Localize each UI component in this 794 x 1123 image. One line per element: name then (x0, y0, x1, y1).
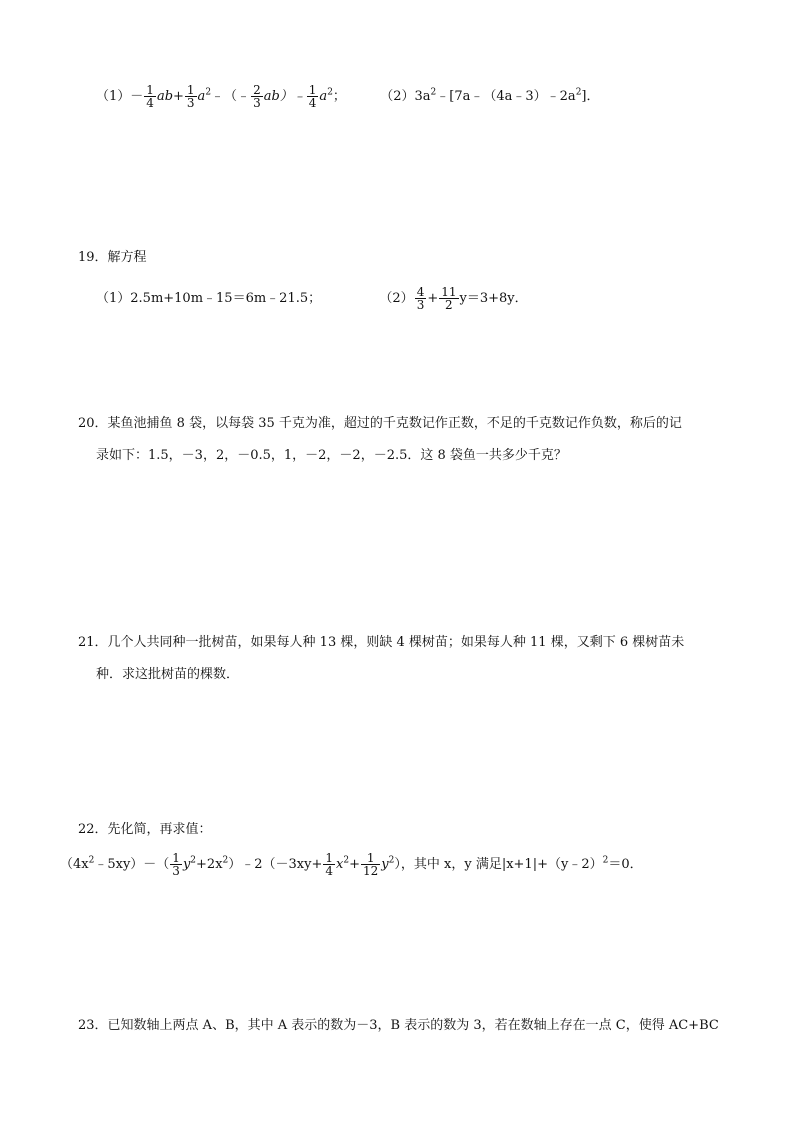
numerator: 1 (146, 83, 154, 97)
denominator: 3 (186, 96, 195, 110)
exponent: 2 (430, 87, 437, 98)
q23-line1: 23．已知数轴上两点 A、B，其中 A 表示的数为－3，B 表示的数为 3，若在数轴上存在一点 C，使得 AC+BC (78, 1018, 719, 1033)
fraction (144, 84, 156, 109)
q22-expression (60, 852, 643, 877)
text: （4x (60, 857, 89, 872)
text: － (130, 89, 144, 104)
q19-part1: （1）2.5m+10m﹣15＝6m﹣21.5； (96, 291, 322, 306)
fraction (323, 852, 335, 877)
fraction (251, 84, 263, 109)
numerator: 1 (308, 83, 317, 97)
text: +2x (196, 857, 223, 872)
numerator: 1 (325, 851, 334, 865)
fraction (439, 286, 458, 311)
fraction (361, 852, 380, 877)
denominator: 3 (253, 96, 261, 110)
q20-line1: 20．某鱼池捕鱼 8 袋，以每袋 35 千克为准，超过的千克数记作正数，不足的千克数记作负数，称后的记 (78, 416, 682, 431)
numerator: 1 (186, 83, 195, 97)
text: + (427, 291, 439, 306)
text: ）﹣2（－3xy+ (228, 857, 323, 872)
q18-line (96, 84, 600, 109)
denominator: 4 (325, 864, 334, 878)
exponent: 2 (88, 855, 95, 866)
text: ]． (581, 89, 600, 104)
denominator: 3 (172, 864, 180, 878)
exponent: 2 (222, 855, 229, 866)
text: ﹣[7a﹣（4a﹣3）﹣2a (436, 89, 576, 104)
text: y (381, 857, 389, 872)
q19-line (96, 286, 528, 311)
q19-part2-label: （2） (379, 291, 414, 306)
denominator: 12 (363, 864, 379, 878)
exponent: 2 (602, 855, 609, 866)
denominator: 4 (308, 96, 317, 110)
text: ＝0． (608, 857, 643, 872)
text: ； (332, 89, 346, 104)
fraction (415, 286, 427, 311)
numerator: 4 (416, 285, 425, 299)
text: ab+ (156, 89, 184, 104)
numerator: 1 (361, 852, 380, 865)
exponent: 2 (388, 855, 395, 866)
text: x (336, 857, 344, 872)
q21-line1: 21．几个人共同种一批树苗，如果每人种 13 棵，则缺 4 棵树苗；如果每人种 11 棵，又剩下 6 棵树苗未 (78, 635, 685, 650)
fraction (170, 852, 182, 877)
exponent: 2 (327, 87, 333, 98)
numerator: 2 (253, 83, 261, 97)
text: a (319, 89, 328, 104)
denominator: 4 (146, 96, 154, 110)
text: ab）﹣ (263, 89, 306, 104)
q18-part1-label: （1） (96, 89, 131, 104)
text: ﹣5xy）－（ (94, 857, 170, 872)
q21-line2: 种．求这批树苗的棵数． (96, 667, 240, 682)
q19-title: 19．解方程 (78, 250, 147, 265)
exponent: 2 (205, 87, 212, 98)
fraction (307, 84, 319, 109)
denominator: 3 (416, 298, 425, 312)
numerator: 11 (441, 285, 457, 299)
denominator: 2 (445, 298, 453, 312)
text: 3a (414, 89, 431, 104)
q18-part2-label: （2） (380, 89, 415, 104)
text: ），其中 x，y 满足|x+1|+（y﹣2） (394, 857, 603, 872)
exponent: 2 (343, 855, 350, 866)
q20-line2: 录如下：1.5，－3，2，－0.5，1，－2，－2，－2.5．这 8 袋鱼一共多少千克？ (96, 448, 567, 463)
exponent: 2 (575, 87, 582, 98)
text: + (349, 857, 361, 872)
text: y＝3+8y． (459, 291, 528, 306)
q22-title: 22．先化简，再求值： (78, 822, 212, 837)
numerator: 1 (172, 851, 180, 865)
text: y (182, 857, 191, 872)
exponent: 2 (190, 855, 197, 866)
text: ﹣（﹣ (211, 89, 251, 104)
text: a (197, 89, 206, 104)
fraction (185, 84, 197, 109)
